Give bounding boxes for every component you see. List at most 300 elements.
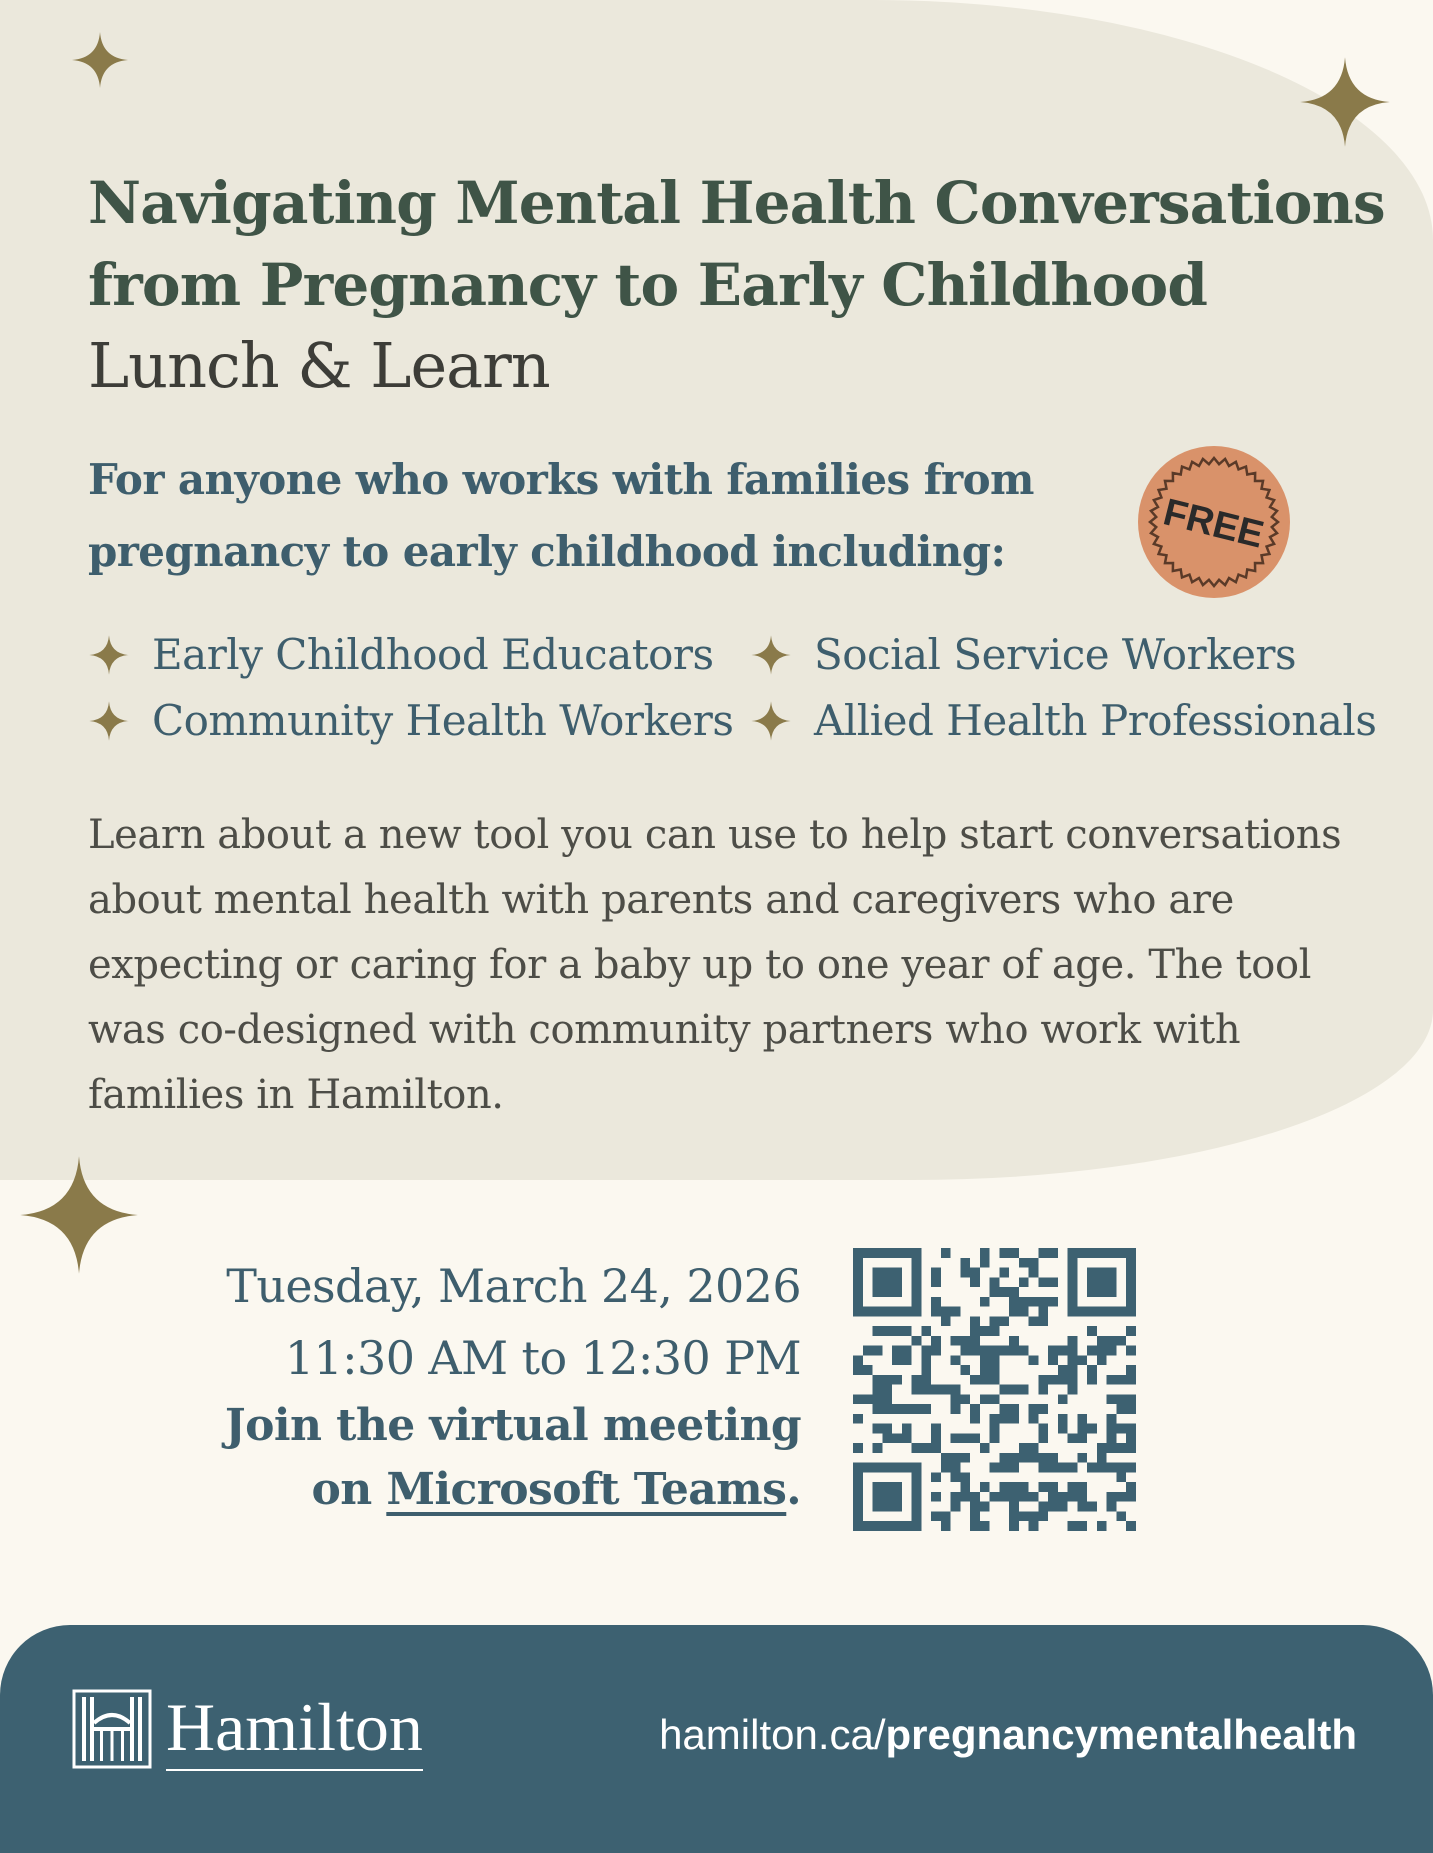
qr-module: [1116, 1511, 1126, 1521]
qr-module: [1068, 1433, 1078, 1443]
qr-module: [1087, 1502, 1097, 1512]
qr-module: [873, 1268, 902, 1297]
qr-module: [960, 1433, 970, 1443]
qr-module: [1126, 1492, 1136, 1502]
qr-module: [902, 1355, 912, 1365]
qr-module: [882, 1394, 892, 1404]
qr-module: [1038, 1277, 1048, 1287]
qr-module: [990, 1346, 1000, 1356]
qr-module: [1107, 1492, 1117, 1502]
qr-module: [931, 1277, 941, 1287]
qr-module: [1019, 1307, 1029, 1317]
title-line-1: Navigating Mental Health Conversations: [88, 169, 1385, 237]
page-title: [88, 162, 1408, 326]
qr-module: [931, 1424, 941, 1434]
qr-module: [1009, 1511, 1019, 1521]
qr-module: [1126, 1482, 1136, 1492]
qr-module: [921, 1346, 931, 1356]
join-line-1: Join the virtual meeting: [224, 1400, 801, 1451]
qr-module: [1126, 1463, 1136, 1473]
qr-module: [1077, 1355, 1087, 1365]
qr-module: [999, 1385, 1009, 1395]
qr-module: [1068, 1463, 1078, 1473]
qr-module: [1019, 1277, 1029, 1287]
qr-module: [1116, 1336, 1126, 1346]
qr-module: [931, 1297, 941, 1307]
qr-module: [931, 1433, 941, 1443]
free-badge: [1134, 442, 1294, 602]
qr-module: [941, 1316, 951, 1326]
list-item: [88, 691, 733, 751]
qr-module: [990, 1424, 1000, 1434]
qr-module: [1058, 1365, 1068, 1375]
qr-module: [1029, 1268, 1039, 1278]
qr-module: [951, 1307, 961, 1317]
qr-module: [1048, 1375, 1058, 1385]
qr-module: [941, 1521, 951, 1531]
qr-module: [980, 1482, 990, 1492]
qr-module: [1097, 1336, 1107, 1346]
title-line-2: from Pregnancy to Early Childhood: [88, 251, 1208, 319]
qr-module: [853, 1355, 863, 1365]
qr-module: [1107, 1443, 1117, 1453]
qr-module: [1077, 1453, 1087, 1463]
event-details: [225, 1250, 801, 1522]
qr-module: [1068, 1365, 1078, 1375]
qr-module: [999, 1404, 1009, 1414]
qr-module: [892, 1346, 902, 1356]
qr-module: [1077, 1521, 1087, 1531]
qr-module: [970, 1521, 980, 1531]
qr-module: [1048, 1502, 1058, 1512]
qr-module: [951, 1433, 961, 1443]
qr-module: [951, 1404, 961, 1414]
qr-module: [912, 1336, 922, 1346]
qr-module: [1029, 1258, 1039, 1268]
qr-module: [931, 1472, 941, 1482]
qr-module: [951, 1336, 961, 1346]
qr-module: [1126, 1404, 1136, 1414]
qr-module: [1068, 1482, 1078, 1492]
qr-module: [990, 1326, 1000, 1336]
qr-module: [1107, 1463, 1117, 1473]
url-path: pregnancymentalhealth: [885, 1711, 1357, 1758]
qr-module: [970, 1404, 980, 1414]
qr-module: [980, 1248, 990, 1258]
qr-module: [951, 1385, 961, 1395]
qr-module: [990, 1433, 1000, 1443]
qr-module: [1107, 1375, 1117, 1385]
qr-module: [999, 1268, 1009, 1278]
role-label: Allied Health Professionals: [814, 696, 1377, 745]
qr-module: [980, 1297, 990, 1307]
qr-module: [1009, 1385, 1019, 1395]
qr-module: [1116, 1404, 1126, 1414]
qr-module: [921, 1385, 931, 1395]
qr-module: [1116, 1375, 1126, 1385]
qr-module: [970, 1326, 980, 1336]
qr-module: [1038, 1375, 1048, 1385]
qr-module: [1126, 1394, 1136, 1404]
qr-module: [1068, 1336, 1078, 1346]
qr-module: [980, 1521, 990, 1531]
qr-module: [863, 1365, 873, 1375]
qr-module: [1097, 1346, 1107, 1356]
qr-module: [990, 1355, 1000, 1365]
qr-module: [1097, 1453, 1107, 1463]
qr-module: [960, 1258, 970, 1268]
sparkle-icon: [16, 1152, 142, 1278]
qr-module: [921, 1326, 931, 1336]
qr-module: [1019, 1443, 1029, 1453]
qr-module: [1029, 1453, 1039, 1463]
qr-module: [960, 1365, 970, 1375]
qr-module: [1038, 1316, 1048, 1326]
qr-module: [1019, 1511, 1029, 1521]
qr-module: [1009, 1463, 1019, 1473]
qr-module: [999, 1316, 1009, 1326]
qr-module: [1126, 1424, 1136, 1434]
qr-module: [1107, 1346, 1117, 1356]
qr-module: [1038, 1463, 1048, 1473]
qr-module: [873, 1394, 883, 1404]
qr-module: [931, 1443, 941, 1453]
qr-module: [1009, 1307, 1019, 1317]
qr-module: [931, 1346, 941, 1356]
qr-module: [902, 1404, 912, 1414]
qr-module: [960, 1336, 970, 1346]
qr-module: [1048, 1277, 1058, 1287]
qr-module: [931, 1307, 941, 1317]
qr-module: [1029, 1492, 1039, 1502]
qr-module: [1029, 1521, 1039, 1531]
qr-module: [902, 1346, 912, 1356]
qr-module: [863, 1346, 873, 1356]
description: [88, 803, 1388, 1128]
qr-module: [1009, 1248, 1019, 1258]
list-item: [750, 691, 1376, 751]
qr-module: [980, 1326, 990, 1336]
qr-module: [980, 1394, 990, 1404]
qr-module: [999, 1414, 1009, 1424]
qr-module: [853, 1365, 863, 1375]
qr-module: [1029, 1355, 1039, 1365]
qr-module: [921, 1355, 931, 1365]
qr-module: [882, 1424, 892, 1434]
qr-module: [1009, 1287, 1019, 1297]
event-date: Tuesday, March 24, 2026: [226, 1259, 801, 1313]
qr-module: [1126, 1365, 1136, 1375]
qr-module: [1116, 1492, 1126, 1502]
qr-module: [960, 1268, 970, 1278]
qr-module: [1038, 1297, 1048, 1307]
qr-module: [1038, 1248, 1048, 1258]
qr-module: [999, 1482, 1009, 1492]
qr-module: [873, 1326, 883, 1336]
sparkle-icon: [1297, 54, 1393, 150]
qr-module: [1009, 1453, 1019, 1463]
qr-module: [1068, 1346, 1078, 1356]
qr-module: [1009, 1336, 1019, 1346]
qr-module: [873, 1385, 883, 1395]
qr-module: [1019, 1258, 1029, 1268]
qr-module: [1058, 1463, 1068, 1473]
qr-module: [1116, 1443, 1126, 1453]
qr-module: [1038, 1482, 1048, 1492]
qr-module: [1009, 1297, 1019, 1307]
qr-module: [999, 1463, 1009, 1473]
qr-module: [960, 1394, 970, 1404]
qr-module: [960, 1453, 970, 1463]
qr-module: [1068, 1492, 1078, 1502]
qr-module: [1068, 1375, 1078, 1385]
qr-module: [1107, 1394, 1117, 1404]
qr-module: [882, 1326, 892, 1336]
microsoft-teams-link[interactable]: Microsoft Teams: [386, 1464, 787, 1515]
qr-module: [1077, 1482, 1087, 1492]
qr-module: [990, 1277, 1000, 1287]
qr-module: [1038, 1502, 1048, 1512]
qr-module: [1038, 1424, 1048, 1434]
qr-module: [960, 1492, 970, 1502]
qr-module: [1107, 1502, 1117, 1512]
description-line: expecting or caring for a baby up to one year of age. The tool: [88, 942, 1312, 988]
qr-module: [999, 1492, 1009, 1502]
qr-module: [1058, 1375, 1068, 1385]
website-link[interactable]: [659, 1707, 1357, 1763]
qr-module: [1058, 1346, 1068, 1356]
qr-module: [1126, 1346, 1136, 1356]
qr-module: [1107, 1424, 1117, 1434]
qr-module: [1097, 1355, 1107, 1365]
footer: [0, 1625, 1433, 1853]
sparkle-bullet-icon: [88, 634, 130, 676]
qr-module: [1009, 1482, 1019, 1492]
qr-module: [921, 1365, 931, 1375]
qr-module: [941, 1511, 951, 1521]
qr-module: [1048, 1355, 1058, 1365]
roles-list: [88, 625, 1398, 765]
qr-module: [892, 1404, 902, 1414]
qr-module: [1087, 1365, 1097, 1375]
qr-module: [1038, 1404, 1048, 1414]
qr-module: [970, 1502, 980, 1512]
qr-module: [1058, 1414, 1068, 1424]
qr-module: [931, 1492, 941, 1502]
qr-module: [980, 1443, 990, 1453]
list-item: [750, 625, 1296, 685]
qr-module: [1038, 1385, 1048, 1395]
qr-module: [990, 1365, 1000, 1375]
qr-module: [921, 1375, 931, 1385]
join-line-2: [225, 1458, 801, 1522]
qr-module: [1019, 1492, 1029, 1502]
qr-module: [873, 1443, 883, 1453]
qr-module: [1126, 1326, 1136, 1336]
qr-module: [892, 1433, 902, 1443]
qr-code-icon[interactable]: [853, 1248, 1136, 1531]
qr-module: [970, 1268, 980, 1278]
qr-module: [1107, 1336, 1117, 1346]
qr-module: [990, 1316, 1000, 1326]
sparkle-bullet-icon: [88, 700, 130, 742]
qr-module: [1077, 1433, 1087, 1443]
qr-module: [970, 1414, 980, 1424]
role-label: Community Health Workers: [152, 696, 734, 745]
qr-module: [1126, 1443, 1136, 1453]
qr-module: [1116, 1463, 1126, 1473]
qr-module: [1048, 1346, 1058, 1356]
subtitle: Lunch & Learn: [88, 329, 550, 402]
qr-module: [951, 1453, 961, 1463]
qr-module: [970, 1492, 980, 1502]
qr-module: [960, 1346, 970, 1356]
description-line: about mental health with parents and caregivers who are: [88, 877, 1234, 923]
qr-module: [1126, 1433, 1136, 1443]
qr-module: [863, 1394, 873, 1404]
qr-module: [990, 1414, 1000, 1424]
list-item: [88, 625, 714, 685]
qr-module: [1077, 1414, 1087, 1424]
qr-module: [931, 1385, 941, 1395]
qr-module: [1087, 1326, 1097, 1336]
qr-module: [1029, 1297, 1039, 1307]
qr-module: [1058, 1424, 1068, 1434]
audience-line-1: For anyone who works with families from: [88, 455, 1034, 504]
qr-module: [1009, 1414, 1019, 1424]
qr-module: [1077, 1424, 1087, 1434]
qr-module: [1019, 1453, 1029, 1463]
qr-module: [1019, 1297, 1029, 1307]
qr-module: [931, 1511, 941, 1521]
qr-module: [1009, 1346, 1019, 1356]
qr-module: [1058, 1502, 1068, 1512]
sparkle-icon: [70, 30, 130, 90]
qr-module: [873, 1424, 883, 1434]
qr-module: [1048, 1463, 1058, 1473]
qr-module: [921, 1404, 931, 1414]
badge-label: FREE: [1159, 491, 1268, 557]
qr-module: [1038, 1511, 1048, 1521]
qr-module: [873, 1482, 902, 1511]
qr-module: [990, 1492, 1000, 1502]
qr-module: [892, 1375, 902, 1385]
qr-module: [1087, 1346, 1097, 1356]
qr-module: [1038, 1433, 1048, 1443]
qr-module: [882, 1375, 892, 1385]
audience-heading: [88, 444, 1108, 588]
qr-module: [931, 1268, 941, 1278]
description-line: was co-designed with community partners who work with: [88, 1007, 1241, 1053]
qr-module: [1097, 1443, 1107, 1453]
qr-module: [990, 1287, 1000, 1297]
qr-module: [853, 1394, 863, 1404]
sparkle-bullet-icon: [750, 634, 792, 676]
qr-module: [1097, 1463, 1107, 1473]
qr-module: [960, 1472, 970, 1482]
qr-module: [990, 1375, 1000, 1385]
qr-module: [980, 1365, 990, 1375]
qr-module: [951, 1502, 961, 1512]
qr-module: [1038, 1307, 1048, 1317]
qr-module: [980, 1375, 990, 1385]
audience-line-2: pregnancy to early childhood including:: [88, 527, 1006, 576]
qr-module: [941, 1385, 951, 1395]
qr-module: [1048, 1248, 1058, 1258]
hamilton-logo[interactable]: [72, 1687, 423, 1771]
join-suffix: .: [786, 1464, 801, 1515]
qr-module: [1116, 1394, 1126, 1404]
qr-module: [990, 1394, 1000, 1404]
join-prefix: on: [311, 1464, 387, 1515]
qr-module: [980, 1258, 990, 1268]
url-prefix: hamilton.ca/: [659, 1711, 886, 1758]
qr-module: [1107, 1433, 1117, 1443]
role-label: Early Childhood Educators: [152, 630, 714, 679]
logo-text: Hamilton: [166, 1687, 423, 1771]
qr-module: [941, 1463, 951, 1473]
qr-module: [1019, 1346, 1029, 1356]
qr-module: [1126, 1521, 1136, 1531]
qr-module: [882, 1404, 892, 1414]
qr-module: [1087, 1424, 1097, 1434]
qr-module: [1068, 1385, 1078, 1395]
qr-module: [912, 1375, 922, 1385]
qr-module: [1048, 1492, 1058, 1502]
qr-module: [1058, 1394, 1068, 1404]
qr-module: [990, 1463, 1000, 1473]
qr-module: [1107, 1414, 1117, 1424]
qr-module: [970, 1375, 980, 1385]
qr-module: [1116, 1472, 1126, 1482]
role-label: Social Service Workers: [814, 630, 1297, 679]
qr-module: [853, 1443, 863, 1453]
qr-module: [1048, 1453, 1058, 1463]
qr-module: [902, 1326, 912, 1336]
description-line: Learn about a new tool you can use to help start conversations: [88, 812, 1342, 858]
qr-module: [1116, 1424, 1126, 1434]
qr-module: [980, 1346, 990, 1356]
qr-module: [902, 1433, 912, 1443]
qr-module: [873, 1404, 883, 1414]
qr-module: [1058, 1492, 1068, 1502]
qr-module: [892, 1326, 902, 1336]
qr-module: [1077, 1502, 1087, 1512]
qr-module: [951, 1394, 961, 1404]
qr-module: [1097, 1521, 1107, 1531]
qr-module: [1029, 1443, 1039, 1453]
qr-module: [941, 1248, 951, 1258]
sparkle-bullet-icon: [750, 700, 792, 742]
qr-module: [970, 1316, 980, 1326]
qr-module: [1087, 1375, 1097, 1385]
qr-module: [1029, 1414, 1039, 1424]
qr-module: [970, 1277, 980, 1287]
qr-module: [970, 1433, 980, 1443]
qr-module: [980, 1502, 990, 1512]
qr-module: [1019, 1385, 1029, 1395]
qr-module: [1087, 1268, 1116, 1297]
qr-module: [1068, 1355, 1078, 1365]
qr-module: [1009, 1502, 1019, 1512]
qr-module: [970, 1511, 980, 1521]
qr-module: [902, 1424, 912, 1434]
qr-module: [1029, 1404, 1039, 1414]
qr-module: [1077, 1492, 1087, 1502]
qr-module: [1068, 1521, 1078, 1531]
qr-module: [1009, 1404, 1019, 1414]
qr-module: [951, 1463, 961, 1473]
